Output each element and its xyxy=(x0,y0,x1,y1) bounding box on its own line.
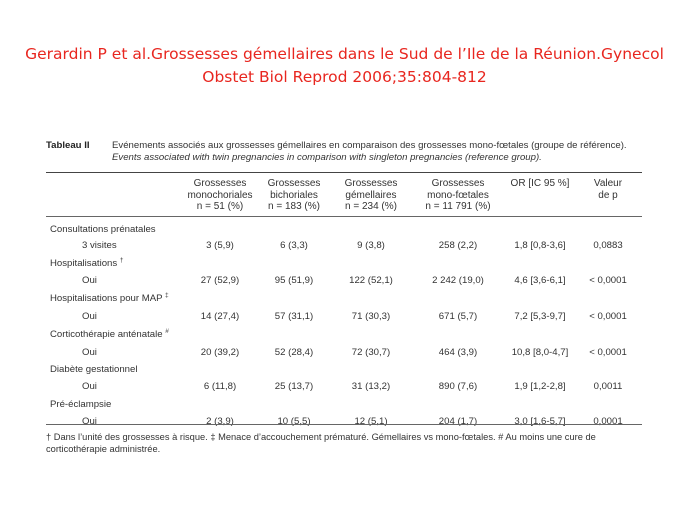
row-label-text: Oui xyxy=(82,311,97,322)
table-cell: 27 (52,9) xyxy=(200,275,240,286)
column-header xyxy=(254,178,334,213)
table-cell: 52 (28,4) xyxy=(274,347,314,358)
row-label-text: Corticothérapie anténatale xyxy=(50,329,163,340)
row-label xyxy=(82,347,97,359)
column-header-line: n = 51 (%) xyxy=(196,201,244,212)
column-header-line: monochoriales xyxy=(187,189,253,201)
table-cell: 258 (2,2) xyxy=(438,240,478,251)
table-figure xyxy=(46,140,642,454)
table-cell: 14 (27,4) xyxy=(200,311,240,322)
table-cell: < 0,0001 xyxy=(589,311,627,322)
table-cell: 72 (30,7) xyxy=(351,347,391,358)
table-cell: 890 (7,6) xyxy=(438,381,478,392)
column-header-line: Grossesses xyxy=(267,178,321,189)
table-cell: < 0,0001 xyxy=(589,347,627,358)
row-label xyxy=(50,364,137,376)
row-label-text: Hospitalisations pour MAP xyxy=(50,293,163,304)
table-header-rule xyxy=(46,216,642,217)
footnote-line-1: † Dans l’unité des grossesses à risque. ‡ Menace d’accouchement prématuré. Gémellaires vs mono-fœtales. # Au moins une cure de xyxy=(46,432,596,442)
citation-title xyxy=(0,43,689,89)
row-label xyxy=(50,258,124,270)
table-cell: 2 242 (19,0) xyxy=(432,275,484,286)
table-cell: 6 (3,3) xyxy=(280,240,308,251)
column-header-line: n = 11 791 (%) xyxy=(425,201,491,212)
row-label xyxy=(50,224,156,236)
table-cell: 0,0883 xyxy=(593,240,623,251)
table-cell: 95 (51,9) xyxy=(274,275,314,286)
table-cell: 1,9 [1,2-2,8] xyxy=(514,381,566,392)
table-cell: 20 (39,2) xyxy=(200,347,240,358)
table-label: Tableau II xyxy=(46,140,90,151)
citation-line-2: Obstet Biol Reprod 2006;35:804-812 xyxy=(202,68,487,86)
table-top-rule xyxy=(46,172,642,173)
table-cell: 57 (31,1) xyxy=(274,311,314,322)
column-header-line: Grossesses xyxy=(193,178,247,189)
column-header-line: gémellaires xyxy=(345,189,397,201)
row-label-text: Oui xyxy=(82,275,97,286)
column-header-line: Grossesses xyxy=(431,178,485,189)
row-label xyxy=(82,275,97,287)
footnote-marker: † xyxy=(119,256,124,264)
column-header xyxy=(583,178,633,201)
table-cell: 6 (11,8) xyxy=(203,381,237,392)
footnote-marker: # xyxy=(165,327,169,335)
caption-french: Evénements associés aux grossesses gémellaires en comparaison des grossesses mono-fœtales (groupe de référence). xyxy=(112,140,627,151)
column-header xyxy=(502,178,578,190)
table-cell: 2 (3,9) xyxy=(206,416,234,427)
citation-line-1: Gerardin P et al.Grossesses gémellaires dans le Sud de l’Ile de la Réunion.Gynecol xyxy=(25,45,664,63)
row-label-text: Consultations prénatales xyxy=(50,224,156,235)
row-label xyxy=(82,416,97,428)
table-bottom-rule xyxy=(46,424,642,425)
row-label-text: 3 visites xyxy=(82,240,117,251)
row-label-text: Hospitalisations xyxy=(50,258,118,269)
table-cell: 25 (13,7) xyxy=(274,381,314,392)
column-header-line: n = 234 (%) xyxy=(345,201,397,212)
column-header-line: de p xyxy=(598,189,618,201)
row-label xyxy=(82,311,97,323)
table-cell: 3 (5,9) xyxy=(206,240,234,251)
column-header-line: n = 183 (%) xyxy=(268,201,320,212)
row-label xyxy=(50,293,169,305)
row-label-text: Oui xyxy=(82,381,97,392)
row-label xyxy=(50,329,169,341)
column-header xyxy=(410,178,506,213)
table-cell: 671 (5,7) xyxy=(438,311,478,322)
table-cell: 31 (13,2) xyxy=(351,381,391,392)
column-header-line: bichoriales xyxy=(270,189,318,201)
column-header-line: mono-fœtales xyxy=(427,189,489,201)
table-cell: 7,2 [5,3-9,7] xyxy=(514,311,566,322)
row-label xyxy=(50,399,111,411)
table-cell: 0,0001 xyxy=(593,416,623,427)
table-cell: 9 (3,8) xyxy=(357,240,385,251)
table-caption xyxy=(46,140,642,164)
footnote-marker: ‡ xyxy=(165,291,169,299)
row-label-text: Pré-éclampsie xyxy=(50,399,112,410)
row-label-text: Diabète gestationnel xyxy=(50,364,138,375)
table-cell: 12 (5,1) xyxy=(354,416,388,427)
table-cell: 10 (5,5) xyxy=(277,416,311,427)
caption-english: Events associated with twin pregnancies in comparison with singleton pregnancies (reference group). xyxy=(112,152,542,163)
table-cell: 3,0 [1,6-5,7] xyxy=(514,416,566,427)
table-cell: 0,0011 xyxy=(593,381,623,392)
column-header-line: Valeur xyxy=(593,178,623,189)
row-label xyxy=(82,240,117,252)
footnote-line-2: corticothérapie administrée. xyxy=(46,443,161,454)
table-cell: < 0,0001 xyxy=(589,275,627,286)
column-header-line: Grossesses xyxy=(344,178,398,189)
row-label-text: Oui xyxy=(82,416,97,427)
row-label xyxy=(82,381,97,393)
row-label-text: Oui xyxy=(82,347,97,358)
table-cell: 204 (1,7) xyxy=(438,416,478,427)
column-header xyxy=(333,178,409,213)
table-cell: 4,6 [3,6-6,1] xyxy=(514,275,566,286)
table-cell: 464 (3,9) xyxy=(438,347,478,358)
table-footnote xyxy=(46,432,642,455)
table-cell: 122 (52,1) xyxy=(349,275,393,286)
column-header-line: OR [IC 95 %] xyxy=(510,178,570,189)
table-cell: 71 (30,3) xyxy=(351,311,391,322)
table-cell: 10,8 [8,0-4,7] xyxy=(511,347,569,358)
column-header xyxy=(177,178,263,213)
table-cell: 1,8 [0,8-3,6] xyxy=(514,240,566,251)
